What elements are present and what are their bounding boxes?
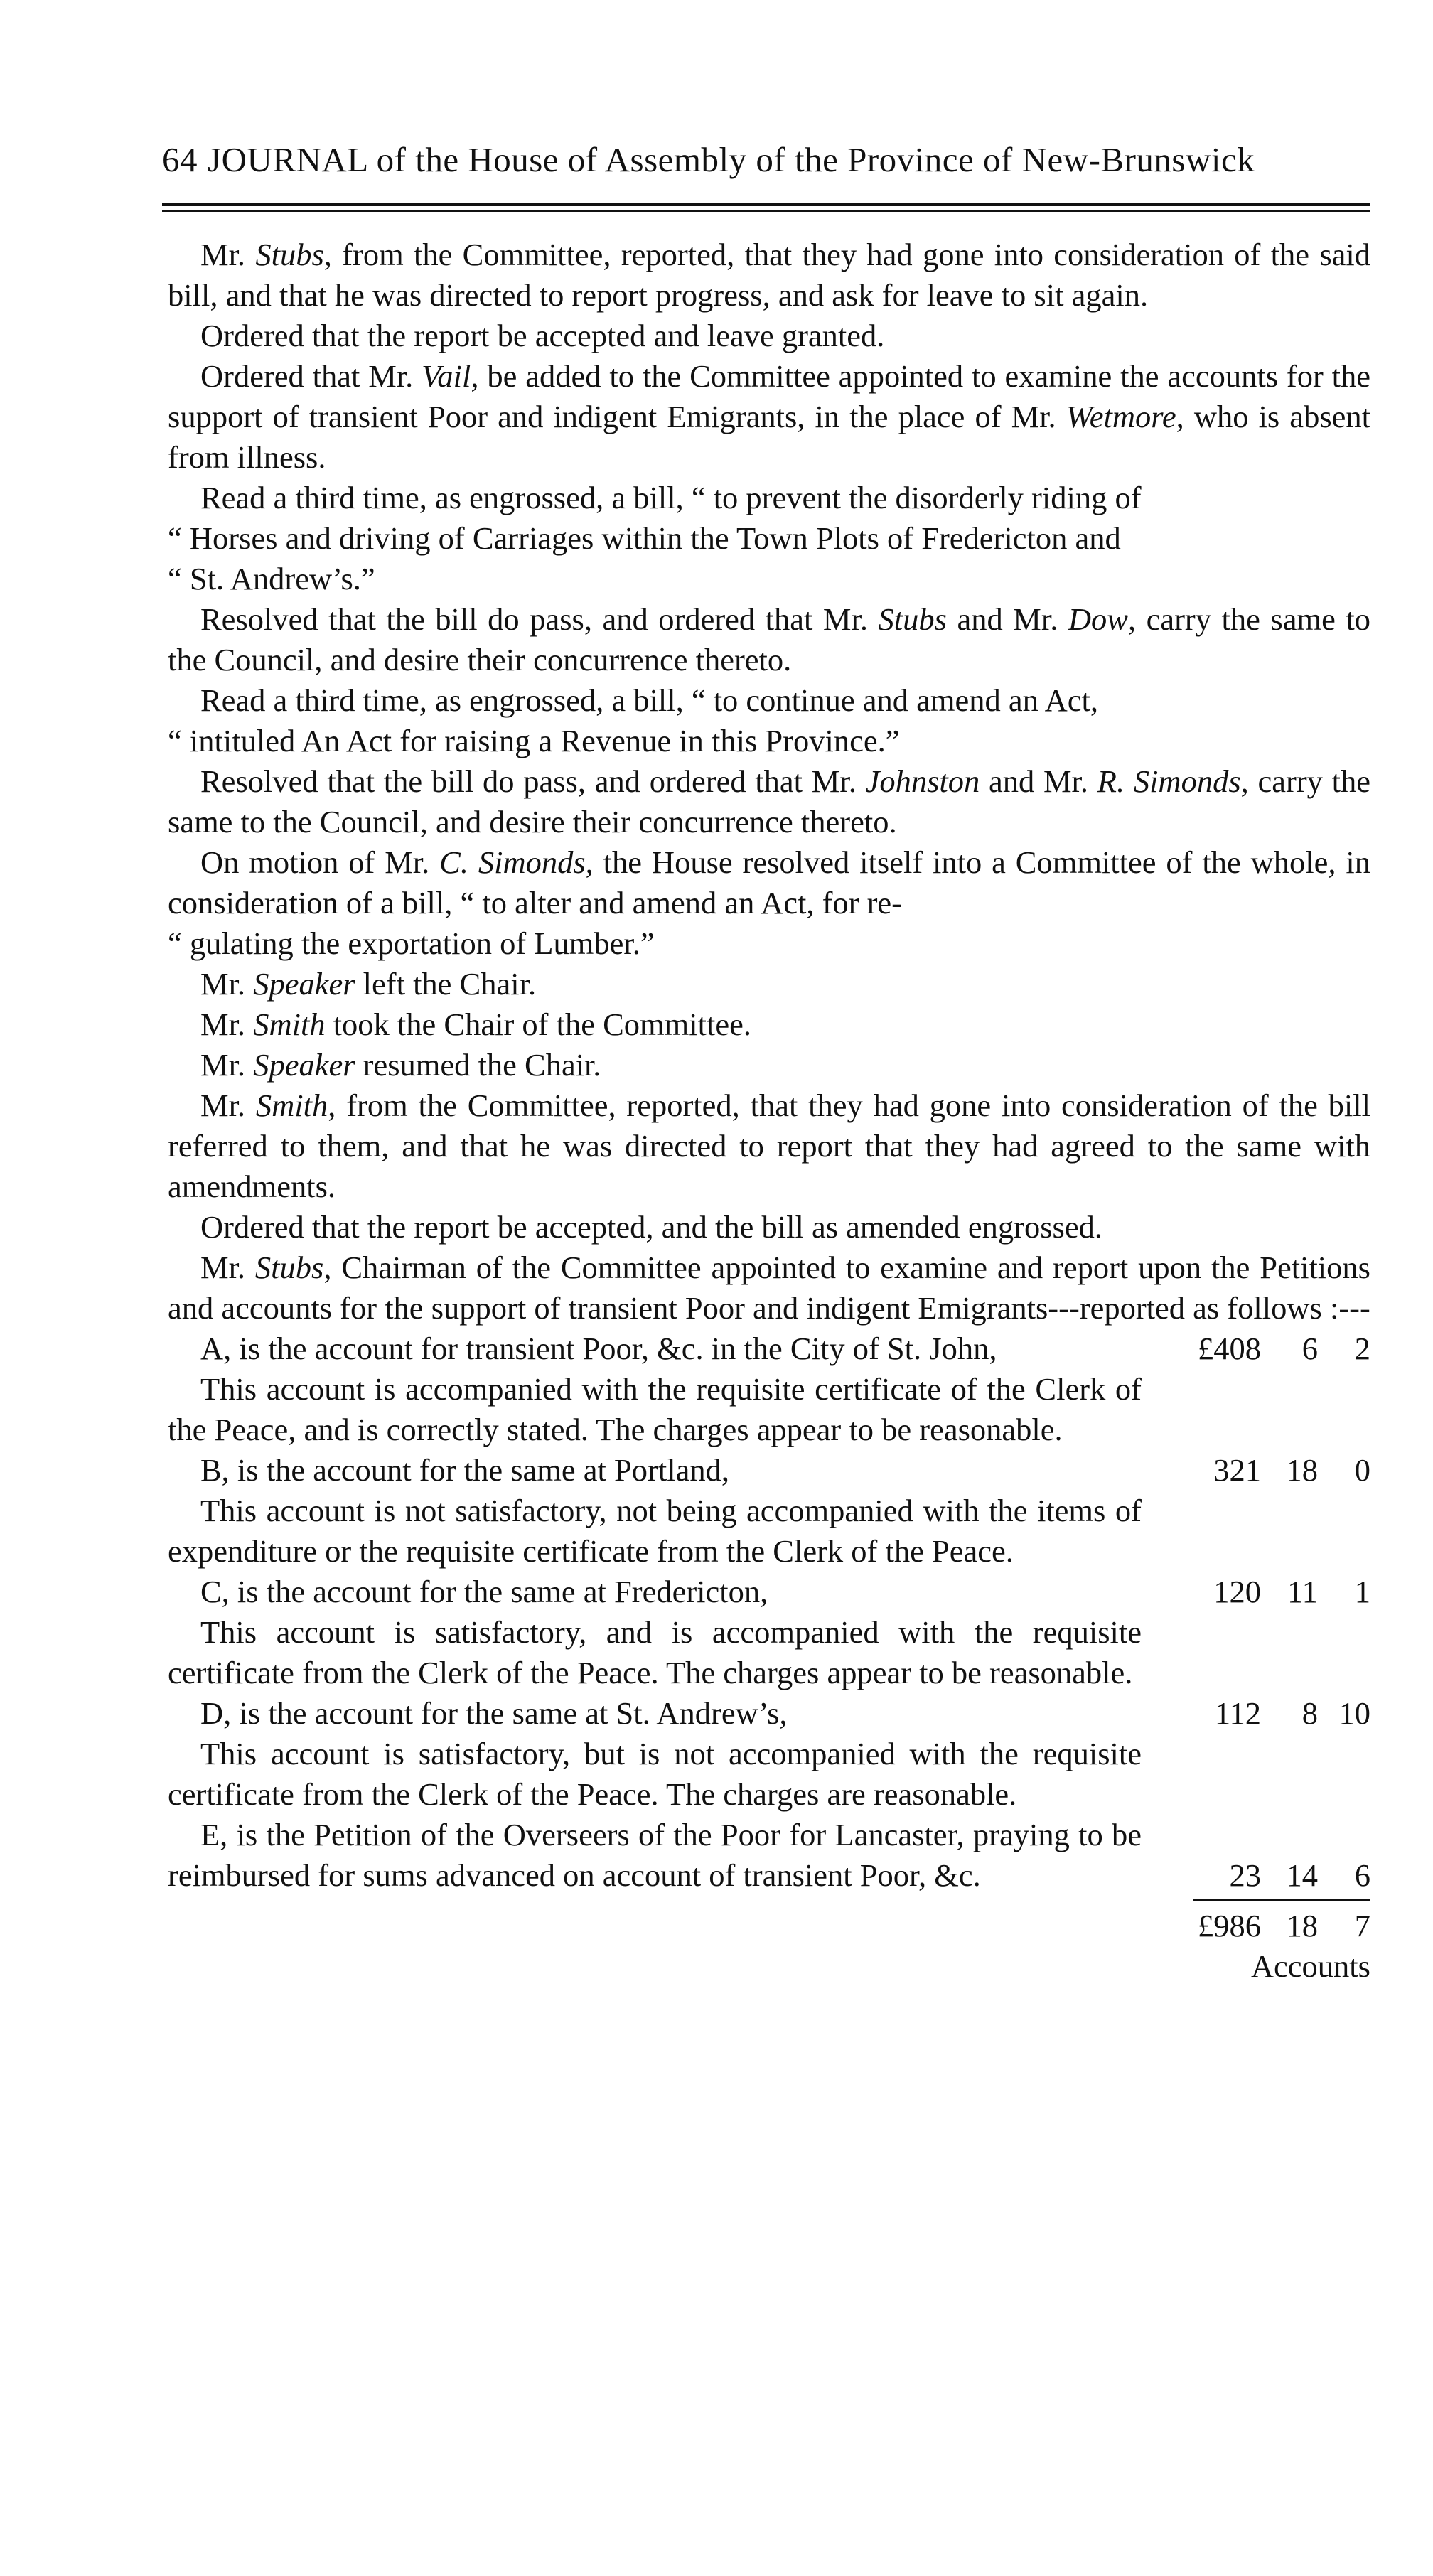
paragraph-third-reading-horses: Read a third time, as engrossed, a bill, “ to prevent the disorderly riding of “ Horses and driving of Carriages within the Town Plots of Fredericton and “ St. Andrew’s.” — [168, 480, 1142, 596]
amount-pounds: 321 — [1213, 1452, 1261, 1488]
amount-pence: 6 — [1354, 1857, 1370, 1893]
amount-shillings: 14 — [1286, 1857, 1318, 1893]
account-amount — [1142, 1693, 1370, 1734]
header-rule-thin — [162, 210, 1370, 212]
account-amount — [1142, 1855, 1370, 1896]
account-note: This account is not satisfactory, not being accompanied with the items of expenditure or the requisite certificate from the Clerk of the Peace. — [168, 1493, 1142, 1569]
amount-shillings: 18 — [1286, 1452, 1318, 1488]
total-rule — [168, 1896, 1370, 1906]
paragraph-report-accepted: Ordered that the report be accepted and leave granted. — [200, 318, 885, 353]
paragraph-committee-report: Mr. Stubs, from the Committee, reported, that they had gone into consideration of the said bill, and that he was directed to report progress, and ask for leave to sit again. — [168, 237, 1370, 313]
running-header — [162, 139, 1370, 180]
paragraph-motion-lumber: On motion of Mr. C. Simonds, the House resolved itself into a Committee of the whole, in consideration of a bill, “ to alter and amend an Act, for re- “ gulating the exportation of Lumber.” — [168, 844, 1370, 961]
paragraph-poor-committee-report: Mr. Stubs, Chairman of the Committee appointed to examine and report upon the Petitions and accounts for the support of transient Poor and indigent Emigrants---reported as follows :--- — [168, 1250, 1370, 1326]
account-description: A, is the account for transient Poor, &c. in the City of St. John, — [200, 1331, 997, 1366]
account-note: This account is accompanied with the requisite certificate of the Clerk of the Peace, and is correctly stated. The charges appear to be reasonable. — [168, 1371, 1142, 1447]
catchword: Accounts — [1250, 1948, 1370, 1984]
amount-pence: 0 — [1354, 1452, 1370, 1488]
account-description: C, is the account for the same at Fredericton, — [200, 1574, 768, 1609]
paragraph-speaker-resumed: Mr. Speaker resumed the Chair. — [200, 1047, 601, 1083]
account-entry — [168, 1450, 1370, 1491]
account-description: D, is the account for the same at St. Andrew’s, — [200, 1695, 788, 1731]
amount-pounds: 112 — [1214, 1695, 1261, 1731]
amount-shillings: 8 — [1301, 1695, 1318, 1731]
account-note: This account is satisfactory, and is accompanied with the requisite certificate from the Clerk of the Peace. The charges appear to be reasonable. — [168, 1614, 1142, 1690]
header-title: JOURNAL of the House of Assembly of the Province of New-Brunswick — [208, 140, 1255, 179]
total-shillings: 18 — [1286, 1908, 1318, 1943]
paragraph-third-reading-revenue: Read a third time, as engrossed, a bill, “ to continue and amend an Act, “ intituled An Act for raising a Revenue in this Province.” — [168, 682, 1098, 758]
paragraph-resolved-stubs-dow: Resolved that the bill do pass, and ordered that Mr. Stubs and Mr. Dow, carry the same to the Council, and desire their concurrence thereto. — [168, 601, 1370, 677]
journal-body — [168, 235, 1370, 1987]
account-amount — [1142, 1329, 1370, 1369]
amount-pounds: £408 — [1198, 1331, 1261, 1366]
paragraph-smith-chair: Mr. Smith took the Chair of the Committee. — [200, 1007, 751, 1042]
amount-shillings: 6 — [1301, 1331, 1318, 1366]
paragraph-smith-report: Mr. Smith, from the Committee, reported, that they had gone into consideration of the bill referred to them, and that he was directed to report that they had agreed to the same with amendments. — [168, 1088, 1371, 1204]
account-entry — [168, 1329, 1370, 1369]
paragraph-vail-added: Ordered that Mr. Vail, be added to the Committee appointed to examine the accounts for the support of transient Poor and indigent Emigrants, in the place of Mr. Wetmore, who is absent from illness. — [168, 358, 1370, 475]
amount-pence: 2 — [1354, 1331, 1370, 1366]
total-pounds: £986 — [1198, 1908, 1261, 1943]
amount-pounds: 23 — [1229, 1857, 1261, 1893]
paragraph-bill-engrossed: Ordered that the report be accepted, and the bill as amended engrossed. — [200, 1209, 1102, 1245]
paragraph-resolved-johnston-simonds: Resolved that the bill do pass, and ordered that Mr. Johnston and Mr. R. Simonds, carry the same to the Council, and desire their concurrence thereto. — [168, 763, 1370, 839]
account-amount — [1142, 1450, 1370, 1491]
amount-pounds: 120 — [1213, 1574, 1261, 1609]
account-description: B, is the account for the same at Portland, — [200, 1452, 729, 1488]
amount-pence: 10 — [1338, 1695, 1370, 1731]
account-entry — [168, 1572, 1370, 1612]
header-rule-thick — [162, 203, 1370, 206]
account-entry — [168, 1815, 1370, 1896]
account-amount — [1142, 1572, 1370, 1612]
amount-shillings: 11 — [1287, 1574, 1318, 1609]
page-number: 64 — [162, 140, 198, 179]
accounts-total — [168, 1906, 1370, 1946]
account-entry — [168, 1693, 1370, 1734]
paragraph-speaker-left: Mr. Speaker left the Chair. — [200, 966, 537, 1002]
total-pence: 7 — [1354, 1908, 1370, 1943]
account-description: E, is the Petition of the Overseers of the Poor for Lancaster, praying to be reimbursed for sums advanced on account of transient Poor, &c. — [168, 1817, 1142, 1893]
amount-pence: 1 — [1354, 1574, 1370, 1609]
account-note: This account is satisfactory, but is not accompanied with the requisite certificate from the Clerk of the Peace. The charges are reasonable. — [168, 1736, 1142, 1812]
